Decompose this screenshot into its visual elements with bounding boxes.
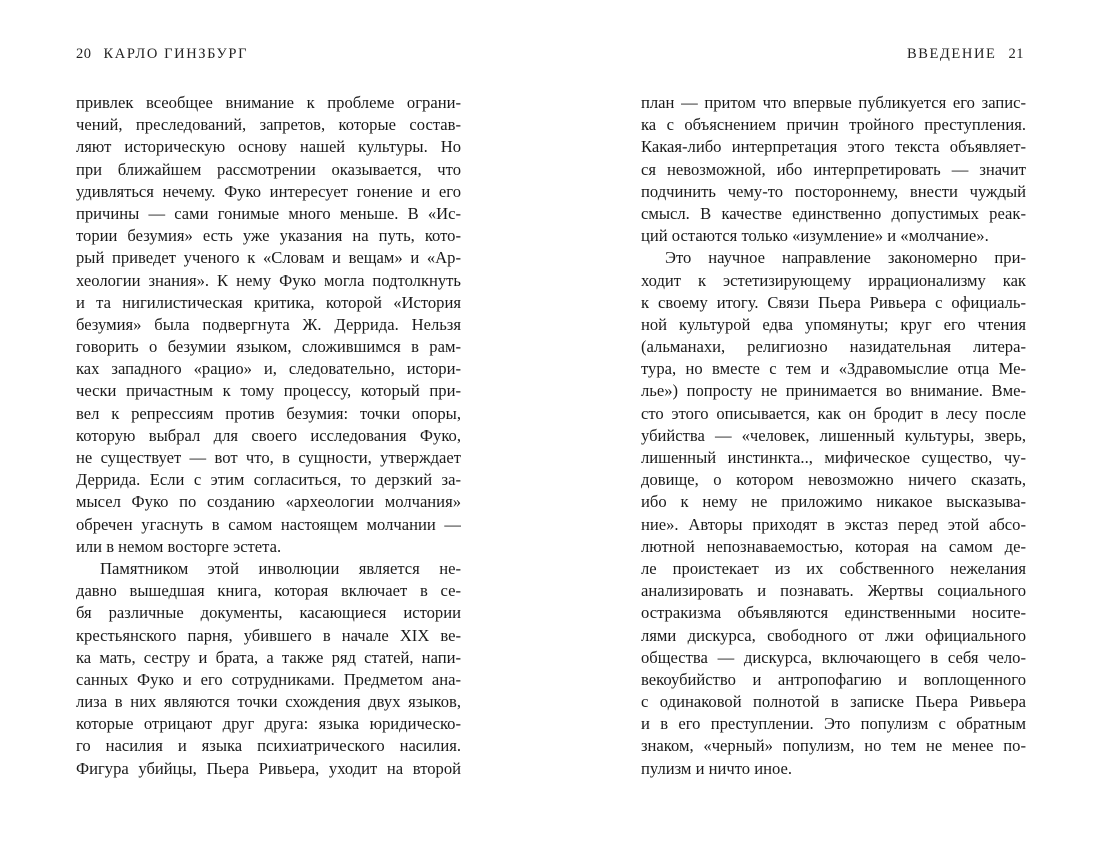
text-line: тории безумия» есть уже указания на путь, кото- [76, 226, 461, 246]
text-line: Это научное направление закономерно при- [665, 248, 1026, 268]
text-line: общества — дискурса, включающего в себя чело- [641, 647, 1026, 667]
left-header-title: КАРЛО ГИНЗБУРГ [103, 46, 249, 62]
text-line: остракизма объявляются единственными носите- [641, 603, 1026, 623]
text-line: вел к репрессиям против безумия: точки опоры, [76, 403, 461, 423]
right-page [550, 0, 1100, 861]
text-line: удивляться нечему. Фуко интересует гонение и его [76, 181, 461, 201]
text-line: санных Фуко и его сотрудниками. Предметом ана- [76, 669, 461, 689]
text-line: подчинить чему-то постороннему, внести чуждый [641, 181, 1026, 201]
text-line: говорить о безумии языком, сложившимся в рам- [76, 337, 461, 357]
text-line: которую выбрал для своего исследования Фуко, [76, 425, 461, 445]
text-line: лями дискурса, свободного от лжи официального [641, 625, 1026, 645]
text-line: знаком, «черный» популизм, но тем не менее по- [641, 736, 1026, 756]
left-body-text [76, 92, 461, 780]
left-page-number: 20 [76, 46, 92, 62]
text-line: давно вышедшая книга, которая включает в се- [76, 581, 461, 601]
text-line: убийства — «человек, лишенный культуры, зверь, [641, 425, 1026, 445]
text-line: ляют историческую основу нашей культуры. Но [76, 137, 461, 157]
text-line: ле проистекает из их собственного нежелания [641, 558, 1026, 578]
text-line: лье») попросту не принимается во внимание. Вме- [641, 381, 1026, 401]
text-line: при ближайшем рассмотрении оказывается, что [76, 159, 461, 179]
text-line: крестьянского парня, убившего в начале XIX ве- [76, 625, 461, 645]
text-line: сто этого описывается, как он бродит в лесу после [641, 403, 1026, 423]
text-line: чений, преследований, запретов, которые состав- [76, 115, 461, 135]
text-line: (альманахи, религиозно назидательная литера- [641, 337, 1026, 357]
text-line: ходит к эстетизирующему иррационализму как [641, 270, 1026, 290]
right-page-number: 21 [1008, 46, 1024, 62]
text-line: ка мать, сестру и брата, а также ряд статей, напи- [76, 647, 461, 667]
text-line: анализировать и познавать. Жертвы социального [641, 581, 1026, 601]
text-line: и та нигилистическая критика, которой «История [76, 292, 461, 312]
text-line: план — притом что впервые публикуется его запис- [641, 93, 1026, 112]
text-line: рый приведет ученого к «Словам и вещам» и «Ар- [76, 248, 461, 268]
text-line: с одинаковой полнотой в записке Пьера Ривьера [641, 692, 1026, 712]
right-header-title: ВВЕДЕНИЕ [906, 46, 997, 62]
text-line: тура, но вместе с тем и «Здравомыслие отца Ме- [641, 359, 1026, 379]
text-line: ние». Авторы приходят в экстаз перед этой абсо- [641, 514, 1026, 534]
text-line: лютной непознаваемостью, которая на самом де- [641, 536, 1026, 556]
text-line: к своему итогу. Связи Пьера Ривьера с официаль- [641, 292, 1026, 312]
text-line: чески причастным к тому процессу, который при- [76, 381, 461, 401]
text-line: го насилия и языка психиатрического насилия. [76, 736, 461, 756]
text-line: ций остаются только «изумление» и «молчание». [641, 226, 989, 246]
text-line: Памятником этой инволюции является не- [100, 558, 461, 578]
text-line: и в его преступлении. Это популизм с обратным [641, 714, 1026, 734]
left-running-head [76, 46, 248, 63]
text-line: ибо к нему не приложимо никакое высказыва- [641, 492, 1026, 512]
text-line: мысел Фуко по созданию «археологии молчания» [76, 492, 461, 512]
text-line: Фигура убийцы, Пьера Ривьера, уходит на второй [76, 758, 461, 778]
text-line: обречен угаснуть в самом настоящем молчании — [76, 514, 461, 534]
text-line: причины — сами гонимые много меньше. В «Ис- [76, 203, 461, 223]
text-line: ной культурой едва упомянуты; круг его чтения [641, 314, 1026, 334]
text-line: привлек всеобщее внимание к проблеме ограни- [76, 93, 461, 112]
text-line: лиза в них являются точки схождения двух языков, [76, 692, 461, 712]
text-line: Какая-либо интерпретация этого текста объявляет- [641, 137, 1026, 157]
text-line: хеологии знания». К нему Фуко могла подтолкнуть [76, 270, 461, 290]
text-line: смысл. В качестве единственно допустимых реак- [641, 203, 1026, 223]
text-line: которые отрицают друг друга: языка юридическо- [76, 714, 461, 734]
text-line: ся невозможной, ибо интерпретировать — значит [641, 159, 1026, 179]
right-body-text [641, 92, 1026, 780]
text-line: не существует — вот что, в сущности, утверждает [76, 448, 461, 467]
text-line: бя различные документы, касающиеся истории [76, 603, 461, 623]
text-line: пулизм и ничто иное. [641, 758, 792, 778]
right-running-head [907, 46, 1024, 63]
text-line: векоубийство и антропофагию и воплощенного [641, 669, 1026, 689]
text-line: довище, о котором невозможно ничего сказать, [641, 470, 1026, 490]
text-line: ках западного «рацио» и, следовательно, истори- [76, 359, 461, 379]
text-line: ка с объяснением причин тройного преступления. [641, 115, 1026, 135]
text-line: безумия» была подвергнута Ж. Деррида. Нельзя [76, 314, 461, 334]
text-line: или в немом восторге эстета. [76, 536, 282, 556]
text-line: лишенный инстинкта.., мифическое существо, чу- [641, 448, 1026, 467]
text-line: Деррида. Если с этим согласиться, то дерзкий за- [76, 470, 461, 490]
